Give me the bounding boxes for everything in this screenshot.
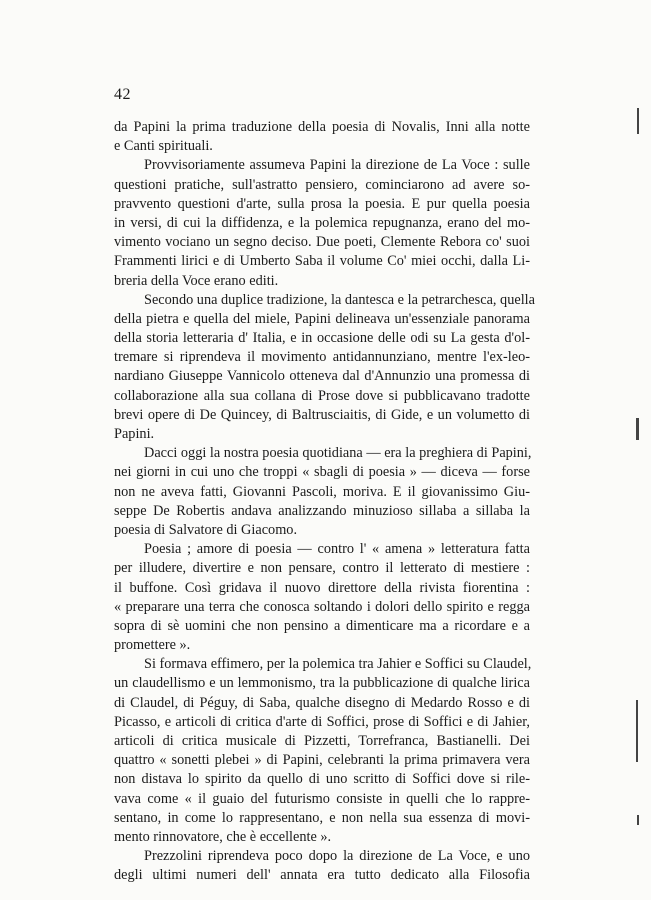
text-line: da Papini la prima traduzione della poesia di Novalis, Inni alla notte: [114, 119, 530, 135]
body-text: [114, 118, 535, 886]
text-line: mento rinnovatore, che è eccellente ».: [114, 828, 332, 845]
text-line: poesia di Salvatore di Giacomo.: [114, 521, 298, 538]
scan-mark: [637, 108, 639, 134]
scan-mark: [637, 815, 639, 825]
text-line: pravvento questioni d'arte, sulla prosa la poesia. E pur quella poesia: [114, 195, 530, 212]
text-line: questioni pratiche, sull'astratto pensiero, cominciarono ad avere so-: [114, 176, 530, 193]
text-line: della storia letteraria d' Italia, e in occasione delle odi su La gesta d'ol-: [114, 330, 530, 347]
text-line: sentano, in come lo rappresentano, e non nella sua essenza di movi-: [114, 809, 530, 826]
text-line: della pietra e quella del miele, Papini delineava un'essenziale panorama: [114, 310, 530, 327]
text-line: quattro « sonetti plebei » di Papini, celebranti la prima primavera vera: [114, 752, 530, 769]
text-line: non distava lo spirito da quello di uno scritto di Soffici dove si rile-: [114, 771, 530, 788]
scan-mark: [636, 418, 639, 440]
text-line: tremare si riprendeva il movimento antidannunziano, mentre l'ex-leo-: [114, 349, 530, 366]
text-line: articoli di critica musicale di Pizzetti, Torrefranca, Bastianelli. Dei: [114, 733, 530, 749]
text-line: degli ultimi numeri dell' annata era tutto dedicato alla Filosofia: [114, 867, 530, 884]
text-line: vimento vociano un segno deciso. Due poeti, Clemente Rebora co' suoi: [114, 234, 530, 251]
text-line: Secondo una duplice tradizione, la dantesca e la petrarchesca, quella: [144, 291, 535, 308]
text-line: nei giorni in cui uno che troppi « sbagli di poesia » — diceva — forse: [114, 464, 530, 481]
scan-mark: [636, 700, 638, 762]
text-line: nardiano Giuseppe Vannicolo otteneva dal d'Annunzio una promessa di: [114, 368, 530, 385]
page-number: 42: [114, 86, 131, 103]
text-line: Dacci oggi la nostra poesia quotidiana — era la preghiera di Papini,: [144, 445, 532, 462]
text-line: brevi opere di De Quincey, di Baltrusciaitis, di Gide, e un volumetto di: [114, 406, 530, 423]
text-line: collaborazione alla sua collana di Prose dove si pubblicavano tradotte: [114, 387, 530, 404]
text-line: breria della Voce erano editi.: [114, 272, 279, 289]
text-line: il buffone. Così gridava il nuovo direttore della rivista fiorentina :: [114, 579, 530, 596]
text-line: Picasso, e articoli di critica d'arte di Soffici, prose di Soffici e di Jahier,: [114, 713, 530, 730]
text-line: seppe De Robertis andava analizzando minuzioso sillaba a sillaba la: [114, 502, 530, 519]
text-line: in versi, di cui la diffidenza, e la polemica repugnanza, erano del mo-: [114, 214, 530, 231]
text-line: Provvisoriamente assumeva Papini la direzione de La Voce : sulle: [144, 157, 530, 174]
text-line: per illudere, divertire e non pensare, contro il letterato di mestiere :: [114, 560, 530, 577]
text-line: Prezzolini riprendeva poco dopo la direzione de La Voce, e uno: [144, 848, 530, 865]
text-line: Papini.: [114, 426, 155, 442]
text-line: non ne aveva fatti, Giovanni Pascoli, moriva. E il giovanissimo Giu-: [114, 483, 530, 500]
text-line: e Canti spirituali.: [114, 138, 213, 155]
text-line: Si formava effimero, per la polemica tra Jahier e Soffici su Claudel,: [144, 656, 532, 673]
text-line: sopra di sè uomini che non pensino a dimenticare ma a ricordare e a: [114, 617, 530, 634]
text-line: un claudellismo e un lemmonismo, tra la pubblicazione di qualche lirica: [114, 675, 530, 692]
text-line: Poesia ; amore di poesia — contro l' « amena » letteratura fatta: [144, 541, 530, 558]
text-line: vava come « il guaio del futurismo consiste in quelli che lo rappre-: [114, 790, 530, 807]
text-line: « preparare una terra che conosca soltando i dolori dello spirito e regga: [114, 598, 530, 615]
text-line: di Claudel, di Péguy, di Saba, qualche disegno di Medardo Rosso e di: [114, 694, 530, 711]
text-line: promettere ».: [114, 637, 191, 654]
text-line: Frammenti lirici e di Umberto Saba il volume Co' miei occhi, dalla Li-: [114, 253, 530, 270]
